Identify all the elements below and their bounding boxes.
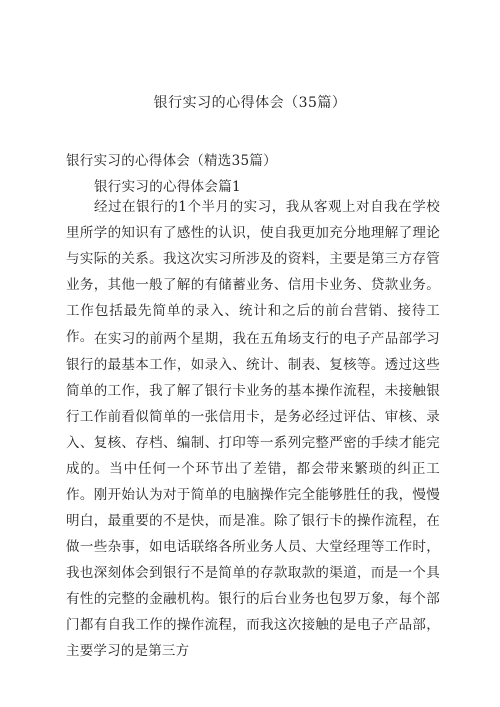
document-subtitle: 银行实习的心得体会（精选35篇） (66, 153, 277, 169)
section-heading: 银行实习的心得体会篇1 (94, 179, 241, 195)
body-paragraph-1: 经过在银行的1个半月的实习，我从客观上对自我在学校里所学的知识有了感性的认识，使自我更加充分地理解了理论与实际的关系。我这次实习所涉及的资料，主要是第三方存管业务，其他一般了解的有储蓄业务、信用卡业务、贷款业务。工作包括最先简单的录入、统计和之后的前台营销、接待工作。 (66, 199, 440, 345)
document-title: 银行实习的心得体会（35篇） (153, 95, 347, 111)
body-paragraph-2: 在实习的前两个星期，我在五角场支行的电子产品部学习银行的最基本工作，如录入、统计、制表、复核等。透过这些简单的工作，我了解了银行卡业务的基本操作流程，未接触银行工作前看似简单的一张信用卡，是务必经过评估、审核、录入、复核、存档、编制、打印等一系列完整严密的手续才能完成的。当中任何一个环节出了差错，都会带来繁琐的纠正工作。刚开始认为对于简单的电脑操作完全能够胜任的我，慢慢明白，最重要的不是快，而是准。除了银行卡的操作流程，在做一些杂事，如电话联络各所业务人员、大堂经理等工作时，我也深刻体会到银行不是简单的存款取款的渠道，而是一个具有性的完整的金融机构。银行的后台业务也包罗万象，每个部门都有自我工作的操作流程，而我这次接触的是电子产品部，主要学习的是第三方 (66, 331, 440, 659)
